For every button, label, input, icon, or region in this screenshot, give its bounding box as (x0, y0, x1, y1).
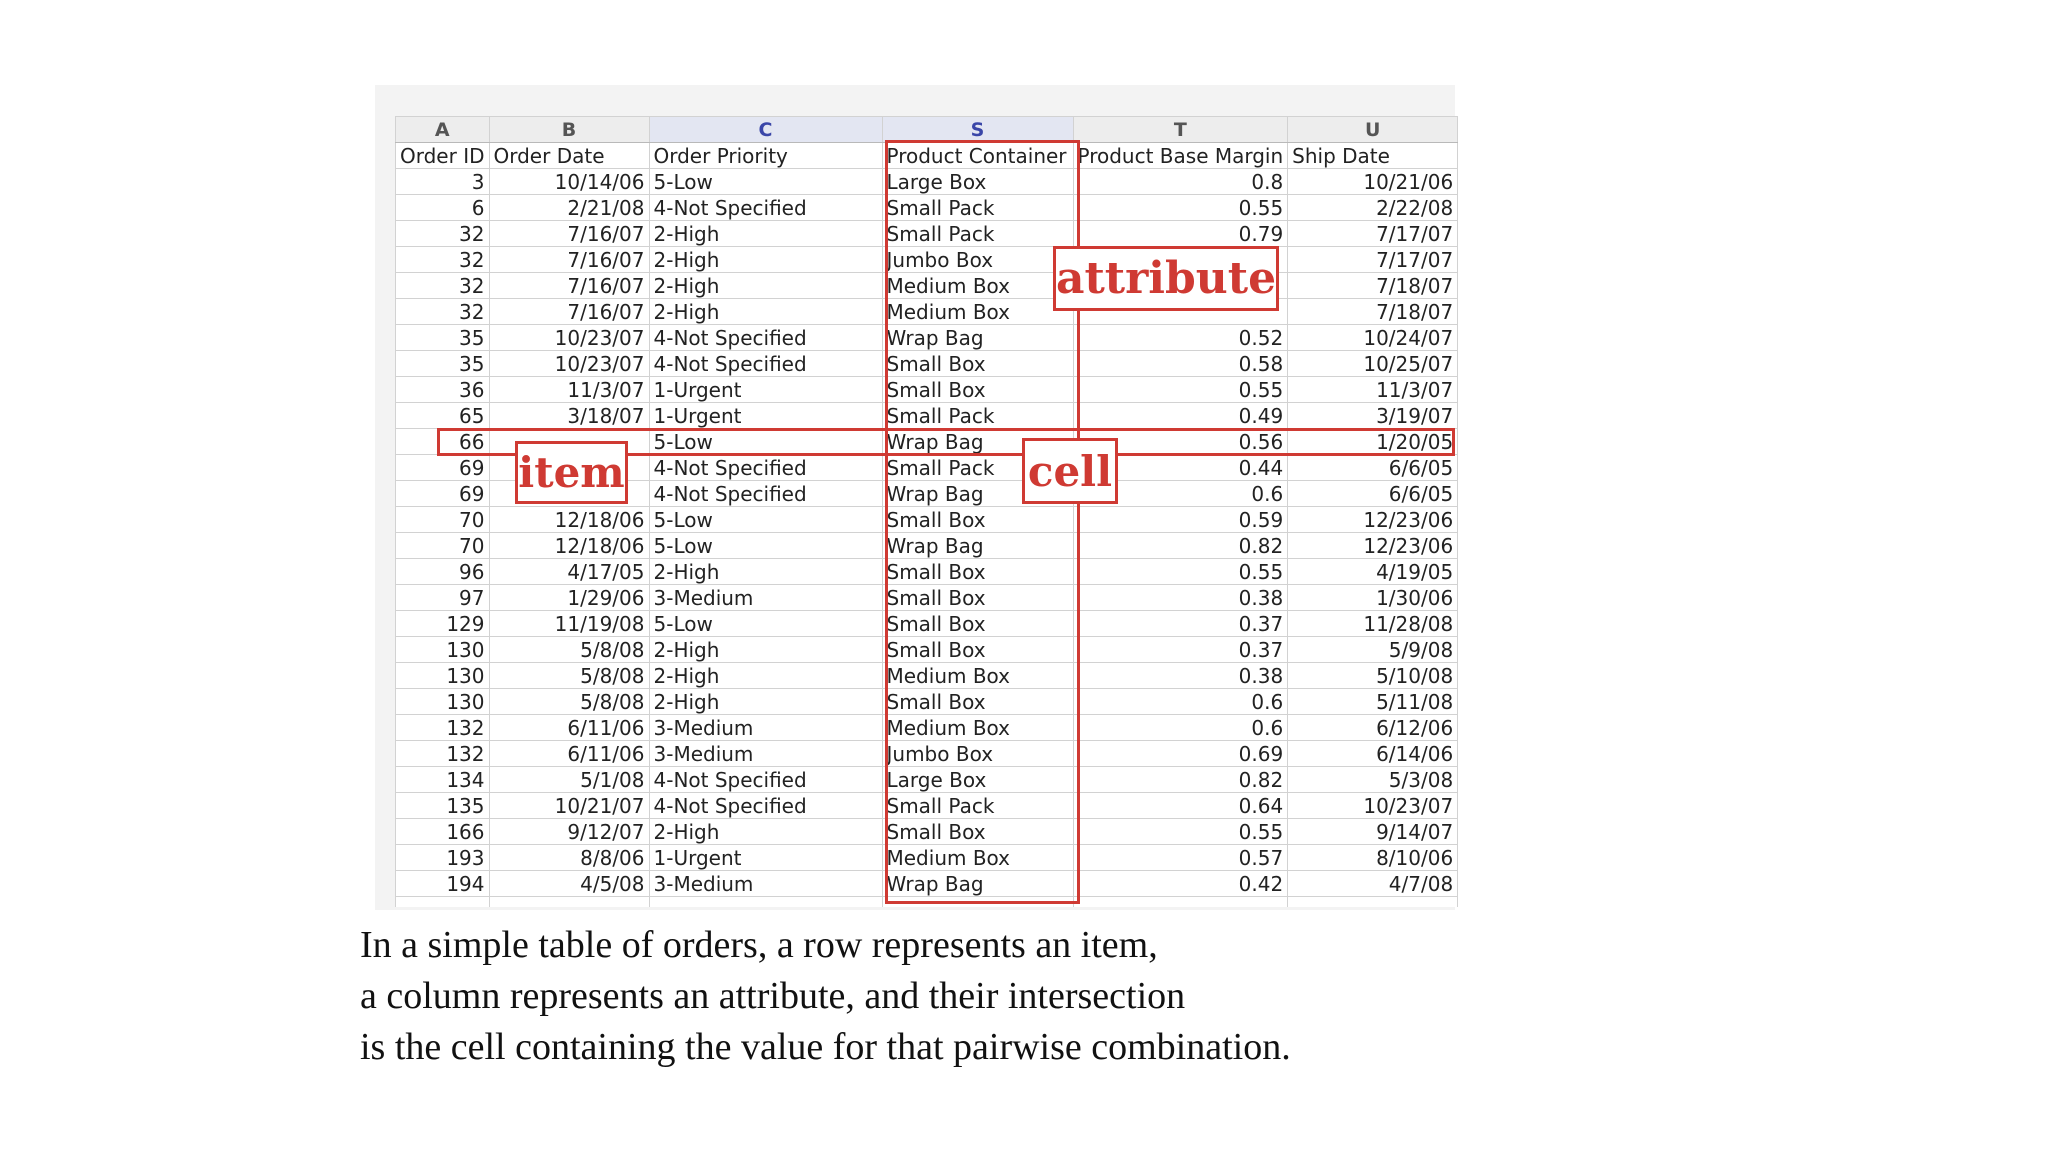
table-cell: 10/23/07 (1288, 793, 1458, 819)
table-cell: 66 (396, 429, 490, 455)
table-cell: 6/14/06 (1288, 741, 1458, 767)
table-cell: 7/18/07 (1288, 273, 1458, 299)
table-cell: 0.8 (1073, 169, 1288, 195)
table-cell: 10/23/07 (489, 351, 649, 377)
table-cell: 0.42 (1073, 871, 1288, 897)
table-cell: 5/8/08 (489, 663, 649, 689)
table-cell: 7/16/07 (489, 221, 649, 247)
table-cell: 12/18/06 (489, 507, 649, 533)
table-cell (1073, 897, 1288, 908)
field-header: Product Base Margin (1073, 143, 1288, 169)
table-cell: 10/14/06 (489, 169, 649, 195)
table-cell: 0.37 (1073, 637, 1288, 663)
field-header: Ship Date (1288, 143, 1458, 169)
table-cell: 12/23/06 (1288, 533, 1458, 559)
table-cell: 4-Not Specified (649, 481, 882, 507)
table-cell: 5-Low (649, 169, 882, 195)
table-cell: 0.6 (1073, 481, 1288, 507)
table-cell: 2-High (649, 247, 882, 273)
table-cell: 132 (396, 741, 490, 767)
attribute-label: attribute (1053, 246, 1279, 311)
table-cell: 7/17/07 (1288, 221, 1458, 247)
table-cell: 9/12/07 (489, 819, 649, 845)
table-cell: 0.37 (1073, 611, 1288, 637)
table-cell (489, 897, 649, 908)
table-cell: 5-Low (649, 429, 882, 455)
table-cell: Small Box (882, 377, 1073, 403)
table-cell: Wrap Bag (882, 871, 1073, 897)
table-cell: 96 (396, 559, 490, 585)
cut-off-row (396, 897, 1458, 908)
table-cell: 166 (396, 819, 490, 845)
table-cell: 10/23/07 (489, 325, 649, 351)
table-row (396, 715, 1458, 741)
table-cell: 0.64 (1073, 793, 1288, 819)
table-cell: 11/3/07 (489, 377, 649, 403)
table-cell: Medium Box (882, 845, 1073, 871)
table-row (396, 169, 1458, 195)
table-cell: 129 (396, 611, 490, 637)
field-header: Order Date (489, 143, 649, 169)
table-cell: 5/10/08 (1288, 663, 1458, 689)
table-row (396, 585, 1458, 611)
table-cell: 7/16/07 (489, 247, 649, 273)
table-cell: 10/24/07 (1288, 325, 1458, 351)
table-cell: 0.55 (1073, 559, 1288, 585)
table-cell: 0.6 (1073, 689, 1288, 715)
table-cell (649, 897, 882, 908)
table-cell: Small Pack (882, 455, 1073, 481)
table-cell: Small Box (882, 819, 1073, 845)
table-cell: 2-High (649, 221, 882, 247)
table-cell: 32 (396, 273, 490, 299)
table-cell: 2/22/08 (1288, 195, 1458, 221)
table-cell: 0.59 (1073, 507, 1288, 533)
table-cell: 70 (396, 533, 490, 559)
table-row (396, 273, 1458, 299)
table-row (396, 247, 1458, 273)
table-cell: 0.52 (1073, 325, 1288, 351)
table-cell: 0.49 (1073, 403, 1288, 429)
table-cell: 2/21/08 (489, 195, 649, 221)
cell-label: cell (1022, 438, 1118, 504)
table-cell: 1/20/05 (1288, 429, 1458, 455)
table-cell (396, 897, 490, 908)
table-cell: 7/17/07 (1288, 247, 1458, 273)
table-cell: 6/12/06 (1288, 715, 1458, 741)
table-cell: 0.82 (1073, 533, 1288, 559)
table-cell: 6/6/05 (1288, 481, 1458, 507)
table-row (396, 611, 1458, 637)
table-cell: 5-Low (649, 507, 882, 533)
table-cell: 5/1/08 (489, 767, 649, 793)
table-cell: 130 (396, 663, 490, 689)
table-cell: 11/19/08 (489, 611, 649, 637)
table-cell: 32 (396, 247, 490, 273)
caption-line-2: a column represents an attribute, and their intersection (360, 975, 1186, 1017)
column-letters-row (396, 117, 1458, 143)
table-cell: Small Pack (882, 793, 1073, 819)
table-cell: 4-Not Specified (649, 195, 882, 221)
table-cell: 0.6 (1073, 715, 1288, 741)
table-cell: 3 (396, 169, 490, 195)
table-cell: Medium Box (882, 715, 1073, 741)
table-cell: 3-Medium (649, 741, 882, 767)
table-cell: 7/16/07 (489, 273, 649, 299)
table-cell (882, 897, 1073, 908)
table-cell: 12/18/06 (489, 533, 649, 559)
table-row (396, 689, 1458, 715)
table-cell: 4-Not Specified (649, 325, 882, 351)
table-row (396, 793, 1458, 819)
table-cell: Large Box (882, 767, 1073, 793)
table-cell: 2-High (649, 663, 882, 689)
table-cell: Small Pack (882, 221, 1073, 247)
table-cell: 130 (396, 689, 490, 715)
field-header: Order Priority (649, 143, 882, 169)
table-cell: Wrap Bag (882, 533, 1073, 559)
table-cell: 0.55 (1073, 195, 1288, 221)
table-cell: 3/19/07 (1288, 403, 1458, 429)
table-cell: 6/11/06 (489, 715, 649, 741)
table-row (396, 559, 1458, 585)
table-cell: 2-High (649, 559, 882, 585)
table-cell: 35 (396, 351, 490, 377)
table-cell: 7/16/07 (489, 299, 649, 325)
table-cell: 36 (396, 377, 490, 403)
table-cell: 9/14/07 (1288, 819, 1458, 845)
table-cell: 3-Medium (649, 871, 882, 897)
table-cell: 0.56 (1073, 429, 1288, 455)
table-row (396, 403, 1458, 429)
table-cell: 97 (396, 585, 490, 611)
table-cell: 3-Medium (649, 715, 882, 741)
table-cell: 2-High (649, 689, 882, 715)
table-cell: 10/21/07 (489, 793, 649, 819)
table-cell: Small Pack (882, 403, 1073, 429)
table-row (396, 663, 1458, 689)
orders-table (395, 116, 1458, 907)
table-cell: 4/5/08 (489, 871, 649, 897)
table-row (396, 741, 1458, 767)
table-cell: 4-Not Specified (649, 793, 882, 819)
table-cell: Small Box (882, 585, 1073, 611)
table-cell: 1-Urgent (649, 377, 882, 403)
column-letter-b: B (489, 117, 649, 143)
table-cell: 4/17/05 (489, 559, 649, 585)
table-cell: 194 (396, 871, 490, 897)
table-cell: Wrap Bag (882, 429, 1073, 455)
table-cell: 69 (396, 481, 490, 507)
table-cell: 4/7/08 (1288, 871, 1458, 897)
item-label: item (515, 441, 628, 504)
table-cell: 2-High (649, 299, 882, 325)
table-row (396, 507, 1458, 533)
table-cell: 135 (396, 793, 490, 819)
table-cell: 0.79 (1073, 221, 1288, 247)
table-cell: 1-Urgent (649, 845, 882, 871)
table-cell: Wrap Bag (882, 481, 1073, 507)
table-cell: 8/8/06 (489, 845, 649, 871)
table-cell: 5/8/08 (489, 689, 649, 715)
table-cell: 5/9/08 (1288, 637, 1458, 663)
table-cell: 6 (396, 195, 490, 221)
table-cell: 4-Not Specified (649, 351, 882, 377)
table-cell: 4/19/05 (1288, 559, 1458, 585)
table-cell: 6/11/06 (489, 741, 649, 767)
table-cell: 0.58 (1073, 351, 1288, 377)
column-letter-s: S (882, 117, 1073, 143)
table-cell: Small Box (882, 351, 1073, 377)
table-cell: 32 (396, 221, 490, 247)
table-cell: 134 (396, 767, 490, 793)
table-cell: 32 (396, 299, 490, 325)
table-cell: Wrap Bag (882, 325, 1073, 351)
table-cell: 1/30/06 (1288, 585, 1458, 611)
table-cell: 35 (396, 325, 490, 351)
table-cell: 5-Low (649, 533, 882, 559)
table-row (396, 819, 1458, 845)
table-cell: 130 (396, 637, 490, 663)
table-cell: 65 (396, 403, 490, 429)
table-cell: 2-High (649, 273, 882, 299)
table-cell: 5/3/08 (1288, 767, 1458, 793)
table-cell: 11/28/08 (1288, 611, 1458, 637)
table-cell: Small Pack (882, 195, 1073, 221)
table-cell: 132 (396, 715, 490, 741)
table-cell: 69 (396, 455, 490, 481)
table-cell: 2-High (649, 637, 882, 663)
column-letter-u: U (1288, 117, 1458, 143)
table-row (396, 845, 1458, 871)
field-header: Product Container (882, 143, 1073, 169)
table-cell: 1/29/06 (489, 585, 649, 611)
table-row (396, 195, 1458, 221)
column-letter-t: T (1073, 117, 1288, 143)
table-cell: 6/6/05 (1288, 455, 1458, 481)
table-row (396, 637, 1458, 663)
table-cell: Medium Box (882, 663, 1073, 689)
table-cell: 70 (396, 507, 490, 533)
table-cell: Small Box (882, 507, 1073, 533)
table-row (396, 533, 1458, 559)
table-row (396, 767, 1458, 793)
table-cell: 10/25/07 (1288, 351, 1458, 377)
table-cell: 5/11/08 (1288, 689, 1458, 715)
table-cell: 0.38 (1073, 663, 1288, 689)
caption-line-1: In a simple table of orders, a row represents an item, (360, 924, 1158, 966)
table-cell: 3-Medium (649, 585, 882, 611)
table-cell: 0.38 (1073, 585, 1288, 611)
table-cell: 193 (396, 845, 490, 871)
table-cell: 4-Not Specified (649, 455, 882, 481)
table-cell: 0.69 (1073, 741, 1288, 767)
table-row (396, 221, 1458, 247)
table-cell: 0.57 (1073, 845, 1288, 871)
table-cell: Medium Box (882, 299, 1073, 325)
table-cell: 3/18/07 (489, 403, 649, 429)
field-header: Order ID (396, 143, 490, 169)
table-cell: Small Box (882, 559, 1073, 585)
table-cell: 2-High (649, 819, 882, 845)
table-cell: 0.44 (1073, 455, 1288, 481)
caption-line-3: is the cell containing the value for that pairwise combination. (360, 1026, 1291, 1068)
table-cell: Jumbo Box (882, 247, 1073, 273)
table-cell: Small Box (882, 689, 1073, 715)
table-row (396, 299, 1458, 325)
table-cell (1288, 897, 1458, 908)
table-cell: 0.82 (1073, 767, 1288, 793)
figure-caption (360, 920, 1560, 1073)
table-cell: 7/18/07 (1288, 299, 1458, 325)
table-cell: 5-Low (649, 611, 882, 637)
table-cell: Medium Box (882, 273, 1073, 299)
table-row (396, 377, 1458, 403)
table-cell: 0.55 (1073, 819, 1288, 845)
field-header-row (396, 143, 1458, 169)
table-cell: 11/3/07 (1288, 377, 1458, 403)
column-letter-a: A (396, 117, 490, 143)
table-cell: Jumbo Box (882, 741, 1073, 767)
column-letter-c: C (649, 117, 882, 143)
table-row (396, 871, 1458, 897)
table-cell: 12/23/06 (1288, 507, 1458, 533)
table-cell: 10/21/06 (1288, 169, 1458, 195)
table-cell: Small Box (882, 637, 1073, 663)
table-cell: 0.55 (1073, 377, 1288, 403)
table-cell: Large Box (882, 169, 1073, 195)
table-cell: Small Box (882, 611, 1073, 637)
table-cell: 1-Urgent (649, 403, 882, 429)
table-row (396, 351, 1458, 377)
table-cell: 5/8/08 (489, 637, 649, 663)
table-row (396, 325, 1458, 351)
table-cell: 8/10/06 (1288, 845, 1458, 871)
table-cell: 4-Not Specified (649, 767, 882, 793)
